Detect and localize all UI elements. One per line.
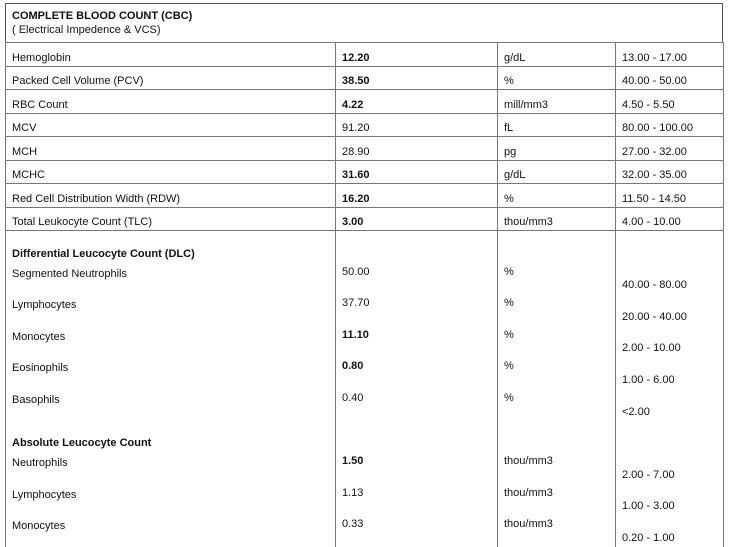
reference-range: 13.00 - 17.00 <box>616 43 724 67</box>
table-row <box>6 43 724 67</box>
test-unit: fL <box>498 113 616 137</box>
reference-range: 4.00 - 10.00 <box>616 207 724 231</box>
reference-range: 2.00 - 10.00 <box>616 326 724 358</box>
report-header <box>5 3 723 42</box>
test-result: 37.70 <box>336 294 498 326</box>
test-result: 1.50 <box>336 452 498 484</box>
test-unit: % <box>498 263 616 295</box>
reference-range: 2.00 - 7.00 <box>616 452 724 484</box>
test-result: 0.33 <box>336 515 498 547</box>
test-unit: thou/mm3 <box>498 484 616 516</box>
test-unit: % <box>498 294 616 326</box>
table-row <box>6 294 724 326</box>
table-row <box>6 263 724 295</box>
test-result: 1.13 <box>336 484 498 516</box>
table-row <box>6 66 724 90</box>
reference-range: 0.20 - 1.00 <box>616 515 724 547</box>
cbc-report <box>5 3 723 547</box>
reference-range: 20.00 - 40.00 <box>616 294 724 326</box>
reference-range: 1.00 - 6.00 <box>616 357 724 389</box>
test-unit: thou/mm3 <box>498 515 616 547</box>
test-name: Total Leukocyte Count (TLC) <box>6 207 336 231</box>
test-name: Lymphocytes <box>6 484 336 516</box>
test-unit: % <box>498 389 616 421</box>
test-result: 11.10 <box>336 326 498 358</box>
test-unit: pg <box>498 137 616 161</box>
table-row <box>6 515 724 547</box>
reference-range: 1.00 - 3.00 <box>616 484 724 516</box>
test-name: MCV <box>6 113 336 137</box>
test-name: MCHC <box>6 160 336 184</box>
test-unit: % <box>498 326 616 358</box>
test-unit: thou/mm3 <box>498 452 616 484</box>
test-unit: thou/mm3 <box>498 207 616 231</box>
test-name: Monocytes <box>6 326 336 358</box>
results-table <box>5 42 724 547</box>
test-result: 3.00 <box>336 207 498 231</box>
reference-range: 4.50 - 5.50 <box>616 90 724 114</box>
test-result: 4.22 <box>336 90 498 114</box>
test-name: Neutrophils <box>6 452 336 484</box>
test-name: Hemoglobin <box>6 43 336 67</box>
test-result: 0.40 <box>336 389 498 421</box>
test-result: 91.20 <box>336 113 498 137</box>
test-unit: g/dL <box>498 43 616 67</box>
test-result: 28.90 <box>336 137 498 161</box>
test-result: 38.50 <box>336 66 498 90</box>
test-result: 0.80 <box>336 357 498 389</box>
test-unit: g/dL <box>498 160 616 184</box>
test-name: Eosinophils <box>6 357 336 389</box>
test-unit: % <box>498 184 616 208</box>
test-name: MCH <box>6 137 336 161</box>
reference-range: 27.00 - 32.00 <box>616 137 724 161</box>
test-result: 12.20 <box>336 43 498 67</box>
test-result: 31.60 <box>336 160 498 184</box>
report-subtitle: ( Electrical Impedence & VCS) <box>12 24 161 36</box>
test-name: Segmented Neutrophils <box>6 263 336 295</box>
section-heading-row <box>6 231 724 263</box>
test-unit: % <box>498 357 616 389</box>
table-row <box>6 90 724 114</box>
test-name: Packed Cell Volume (PCV) <box>6 66 336 90</box>
test-name: Red Cell Distribution Width (RDW) <box>6 184 336 208</box>
test-name: RBC Count <box>6 90 336 114</box>
reference-range: 40.00 - 50.00 <box>616 66 724 90</box>
table-row <box>6 484 724 516</box>
reference-range: 11.50 - 14.50 <box>616 184 724 208</box>
reference-range: <2.00 <box>616 389 724 421</box>
report-title: COMPLETE BLOOD COUNT (CBC) <box>12 10 193 22</box>
table-row <box>6 326 724 358</box>
test-unit: % <box>498 66 616 90</box>
reference-range: 80.00 - 100.00 <box>616 113 724 137</box>
reference-range: 40.00 - 80.00 <box>616 263 724 295</box>
test-name: Lymphocytes <box>6 294 336 326</box>
reference-range: 32.00 - 35.00 <box>616 160 724 184</box>
test-unit: mill/mm3 <box>498 90 616 114</box>
alc-heading: Absolute Leucocyte Count <box>6 421 336 453</box>
dlc-heading: Differential Leucocyte Count (DLC) <box>6 231 336 263</box>
test-result: 50.00 <box>336 263 498 295</box>
table-row <box>6 357 724 389</box>
section-heading-row <box>6 421 724 453</box>
table-row <box>6 184 724 208</box>
test-name: Monocytes <box>6 515 336 547</box>
table-row <box>6 137 724 161</box>
table-row <box>6 207 724 231</box>
test-result: 16.20 <box>336 184 498 208</box>
test-name: Basophils <box>6 389 336 421</box>
table-row <box>6 452 724 484</box>
table-row <box>6 160 724 184</box>
table-row <box>6 389 724 421</box>
table-row <box>6 113 724 137</box>
